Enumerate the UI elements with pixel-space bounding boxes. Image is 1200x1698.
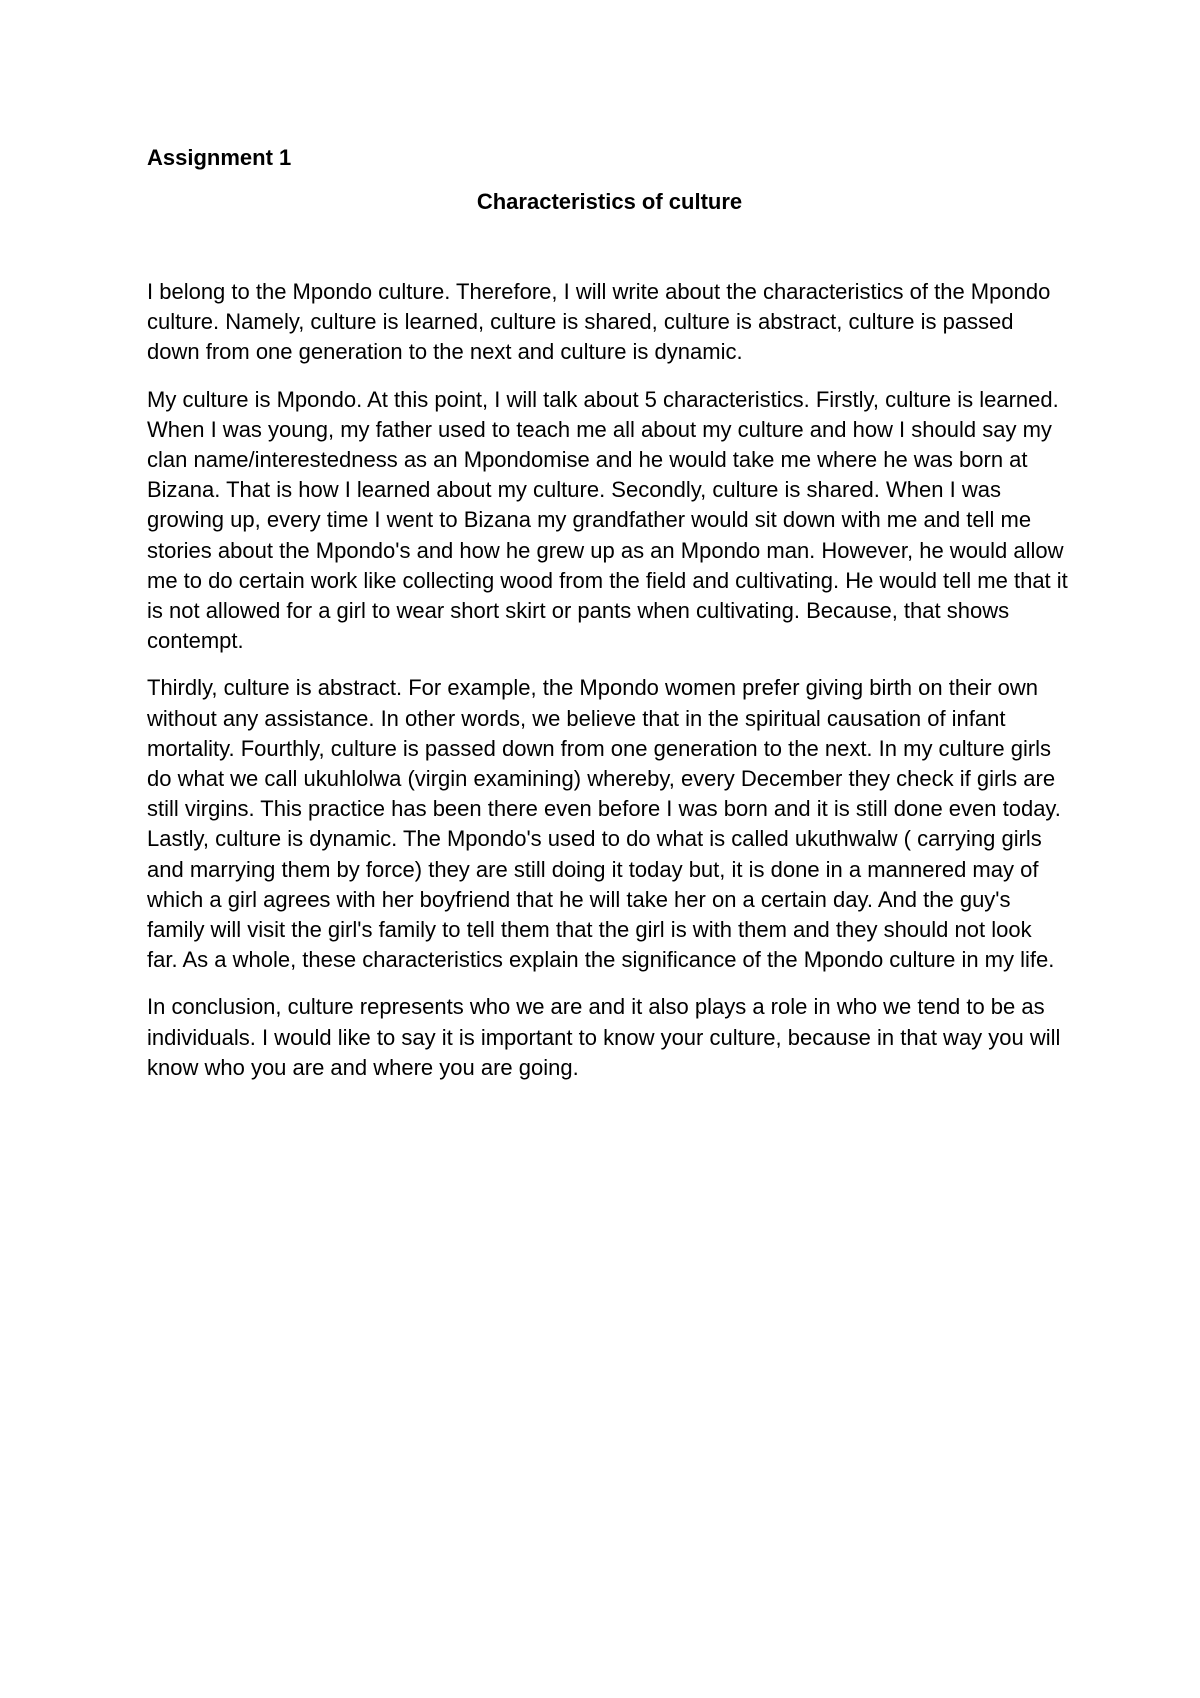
assignment-label: Assignment 1: [147, 145, 292, 170]
document-body: [147, 143, 1072, 1083]
paragraph-learned-shared: My culture is Mpondo. At this point, I will talk about 5 characteristics. Firstly, culture is learned. When I was young, my father used to teach me all about my culture and how I should say my clan name/interestedness as an Mpondomise and he would take me where he was born at Bizana. That is how I learned about my culture. Secondly, culture is shared. When I was growing up, every time I went to Bizana my grandfather would sit down with me and tell me stories about the Mpondo's and how he grew up as an Mpondo man. However, he would allow me to do certain work like collecting wood from the field and cultivating. He would tell me that it is not allowed for a girl to wear short skirt or pants when cultivating. Because, that shows contempt.: [147, 386, 1068, 654]
paragraph-abstract-dynamic: Thirdly, culture is abstract. For example, the Mpondo women prefer giving birth on their own without any assistance. In other words, we believe that in the spiritual causation of infant mortality. Fourthly, culture is passed down from one generation to the next. In my culture girls do what we call ukuhlolwa (virgin examining) whereby, every December they check if girls are still virgins. This practice has been there even before I was born and it is still done even today. Lastly, culture is dynamic. The Mpondo's used to do what is called ukuthwalw ( carrying girls and marrying them by force) they are still doing it today but, it is done in a mannered may of which a girl agrees with her boyfriend that he will take her on a certain day. And the guy's family will visit the girl's family to tell them that the girl is with them and they should not look far. As a whole, these characteristics explain the significance of the Mpondo culture in my life.: [147, 675, 1061, 973]
document-title: Characteristics of culture: [476, 189, 743, 214]
paragraph-conclusion: In conclusion, culture represents who we are and it also plays a role in who we tend to be as individuals. I would like to say it is important to know your culture, because in that way you will know who you are and where you are going.: [147, 994, 1061, 1080]
paragraph-introduction: I belong to the Mpondo culture. Therefore, I will write about the characteristics of the Mpondo culture. Namely, culture is learned, culture is shared, culture is abstract, culture is passed down from one generation to the next and culture is dynamic.: [147, 279, 1051, 365]
